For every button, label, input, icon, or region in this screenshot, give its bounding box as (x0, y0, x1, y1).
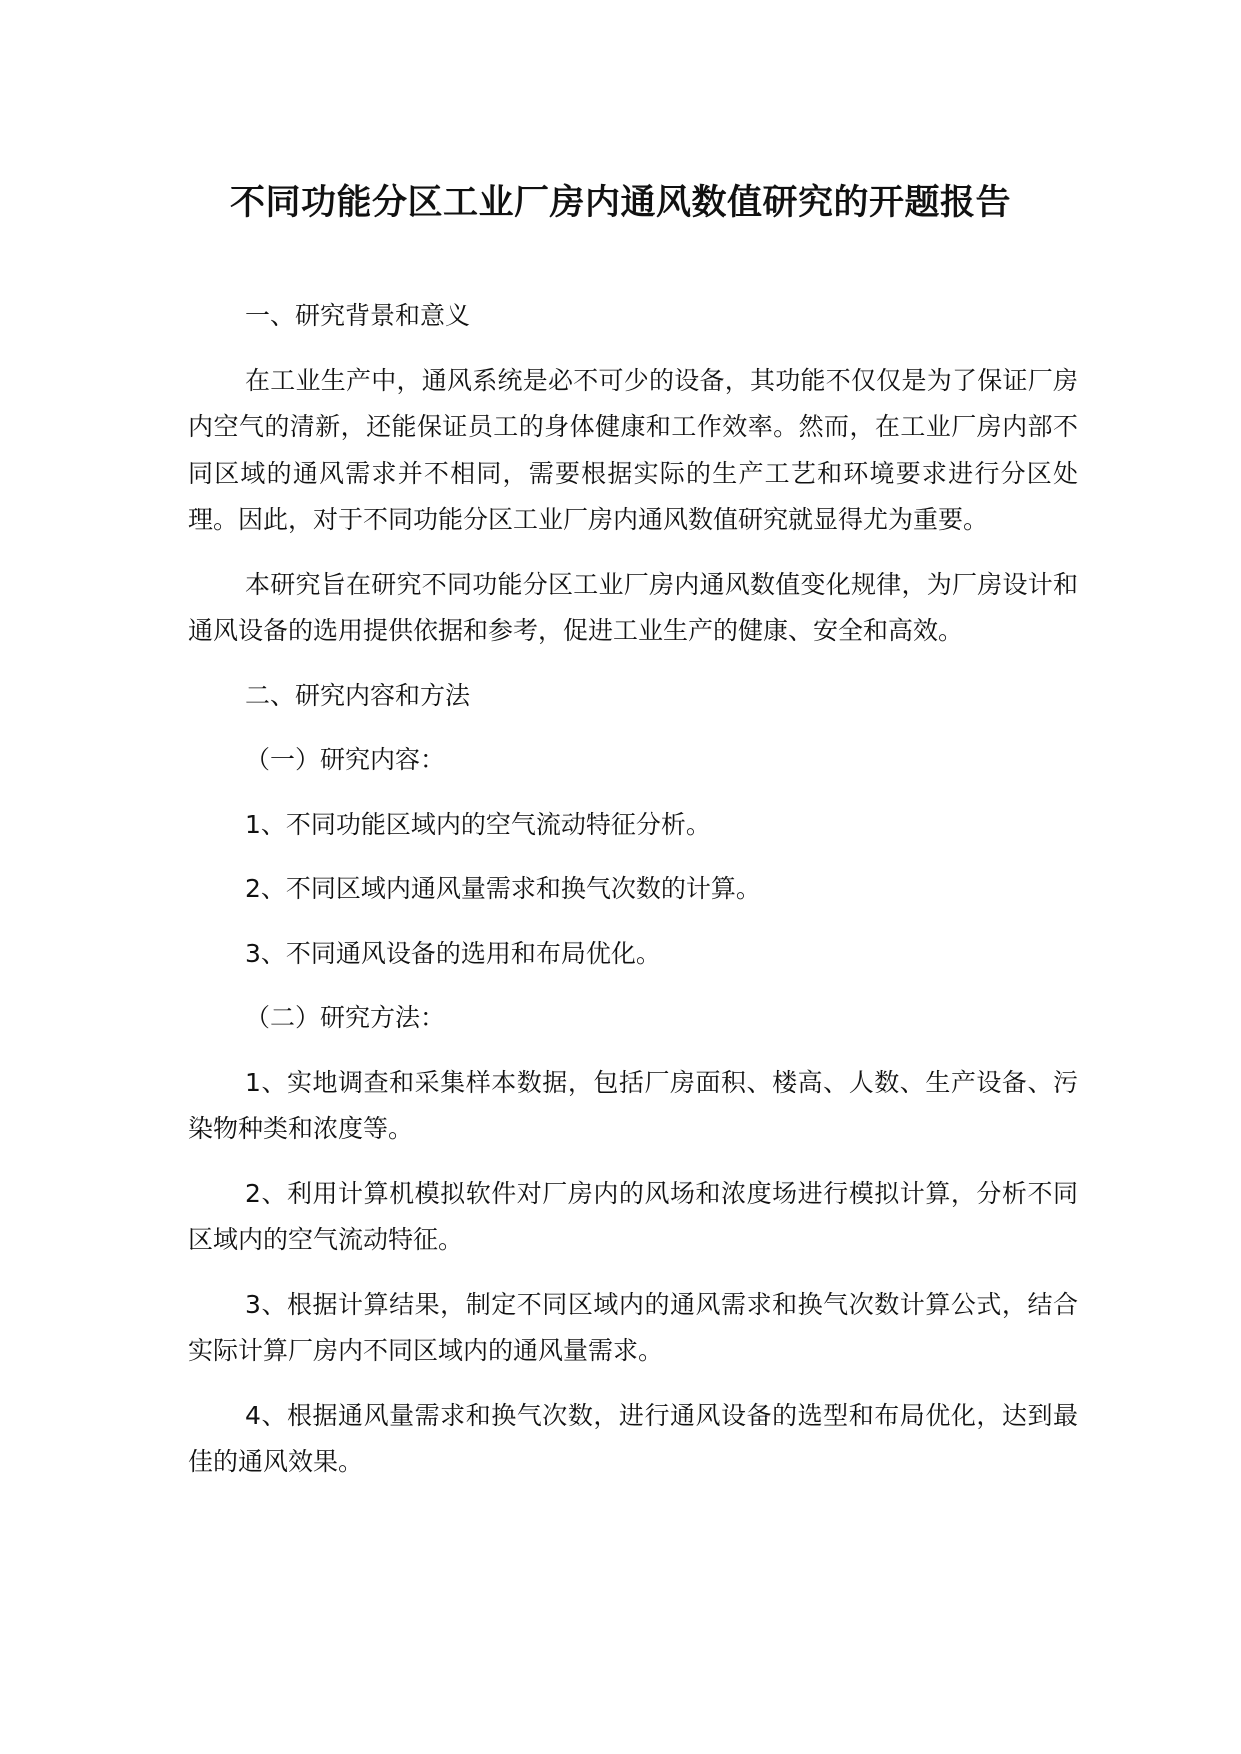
paragraph-purpose: 本研究旨在研究不同功能分区工业厂房内通风数值变化规律，为厂房设计和通风设备的选用提供依据和参考，促进工业生产的健康、安全和高效。 (188, 569, 1078, 645)
document-title: 不同功能分区工业厂房内通风数值研究的开题报告 (229, 183, 1011, 223)
section-heading-background: 一、研究背景和意义 (245, 301, 471, 330)
paragraph-background: 在工业生产中，通风系统是必不可少的设备，其功能不仅仅是为了保证厂房内空气的清新，还能保证员工的身体健康和工作效率。然而，在工业厂房内部不同区域的通风需求并不相同，需要根据实际的生产工艺和环境要求进行分区处理。因此，对于不同功能分区工业厂房内通风数值研究就显得尤为重要。 (188, 365, 1078, 534)
method-item-4: 4、根据通风量需求和换气次数，进行通风设备的选型和布局优化，达到最佳的通风效果。 (188, 1400, 1078, 1476)
content-item-3: 3、不同通风设备的选用和布局优化。 (245, 938, 661, 968)
method-item-1: 1、实地调查和采集样本数据，包括厂房面积、楼高、人数、生产设备、污染物种类和浓度等。 (188, 1067, 1078, 1143)
content-item-2: 2、不同区域内通风量需求和换气次数的计算。 (245, 874, 761, 903)
document-body (188, 293, 1078, 1504)
subheading-research-content: （一）研究内容： (245, 745, 446, 774)
content-item-1: 1、不同功能区域内的空气流动特征分析。 (245, 809, 711, 839)
section-heading-content-methods: 二、研究内容和方法 (245, 680, 471, 710)
method-item-2: 2、利用计算机模拟软件对厂房内的风场和浓度场进行模拟计算，分析不同区域内的空气流动特征。 (188, 1178, 1078, 1254)
method-item-3: 3、根据计算结果，制定不同区域内的通风需求和换气次数计算公式，结合实际计算厂房内不同区域内的通风量需求。 (188, 1289, 1078, 1365)
subheading-research-methods: （二）研究方法： (245, 1003, 446, 1032)
